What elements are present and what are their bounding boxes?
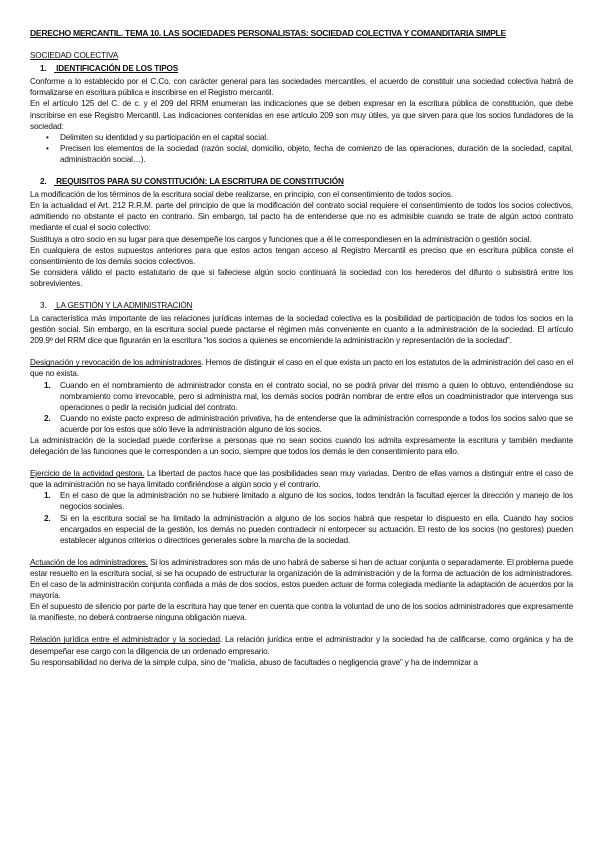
ejercicio-item-1-number: 1. xyxy=(44,491,51,501)
section-2-heading xyxy=(30,176,573,187)
designacion-list xyxy=(30,380,573,435)
relacion-paragraph xyxy=(30,634,573,656)
section-2-title: REQUISITOS PARA SU CONSTITUCIÓN: LA ESCRITURA DE CONSTITUCIÓN xyxy=(56,177,344,187)
section-2-number: 2. xyxy=(40,177,47,187)
actuacion-paragraph-2: En el supuesto de silencio por parte de la escritura hay que tener en cuenta que contra la voluntad de uno de los socios administradores que expresamente la manifieste, no deberá contraerse ninguna obligación nueva. xyxy=(30,602,573,623)
s2-paragraph-2: En la actualidad el Art. 212 R.R.M. parte del principio de que la modificación del contrato social requiere el consentimiento de todos los socios colectivos, admitiendo no obstante el pacto en contrario. Sin embargo, tal pacto ha de entenderse que no es admisible cuando se trate de algún actoo contrato mediante el cual el socio colectivo: xyxy=(30,201,573,233)
actuacion-paragraph xyxy=(30,557,573,601)
actuacion-label: Actuación de los administradores. xyxy=(30,557,148,567)
s2-paragraph-3: Sustituya a otro socio en su lugar para que desempeñe los cargos y funciones que a él le correspondiesen en la administración o gestión social. xyxy=(30,234,532,244)
ejercicio-item-2 xyxy=(44,513,573,546)
section-3-title: LA GESTIÓN Y LA ADMINISTRACIÓN xyxy=(56,300,193,310)
ejercicio-item-2-number: 2. xyxy=(44,513,51,523)
designacion-label: Designación y revocación de los administradores xyxy=(30,358,202,368)
designacion-item-1-text: Cuando en el nombramiento de administrador consta en el contrato social, no se podrá privar del mismo a quien lo obtuvo, entendiéndose su nombramiento como irrevocable, pero si administra mal, los demás socios podrán nombrar de entre ellos un coadministrador que intervenga sus operaciones o pedir la recisión judicial del contrato. xyxy=(60,380,573,412)
relacion-label: Relación jurídica entre el administrador y la sociedad xyxy=(30,635,220,645)
section-3-heading xyxy=(30,300,573,311)
ejercicio-list xyxy=(30,490,573,545)
s3-paragraph-1: La característica más importante de las relaciones jurídicas internas de la sociedad colectiva es la posibilidad de participación de todos los socios en la gestión social. Sin embargo, en la escritura social puede pactarse el régimen más conveniente en cuanto a la administración de la sociedad. El artículo 209.9º del RRM dice que figurarán en la escritura “los socios a quienes se encomiende la administración y representación de la sociedad”. xyxy=(30,314,573,346)
designacion-item-2-number: 2. xyxy=(44,413,51,423)
relacion-text: . La relación jurídica entre el administrador y la sociedad ha de calificarse, como orgánica y ha de desempeñar ese cargo con la diligencia de un ordenado empresario. xyxy=(30,635,574,656)
document-title: DERECHO MERCANTIL. TEMA 10. LAS SOCIEDADES PERSONALISTAS: SOCIEDAD COLECTIVA Y COMANDITARIA SIMPLE xyxy=(30,28,506,38)
section-subtitle: SOCIEDAD COLECTIVA xyxy=(30,51,119,61)
s1-bullet-list xyxy=(30,132,573,165)
designacion-item-2 xyxy=(44,413,573,435)
ejercicio-item-1-text: En el caso de que la administración no se hubiere limitado a alguno de los socios, todos tendrán la facultad ejercer la dirección y manejo de los negocios sociales. xyxy=(60,491,573,512)
designacion-item-2-text: Cuando no existe pacto expreso de administración privativa, ha de entenderse que la administración corresponde a todos los socios salvo que se acuerde por los estos que sólo lleve la administración alguno de los socios. xyxy=(60,413,573,434)
s1-paragraph-1: Conforme a lo establecido por el C.Co. con carácter general para las sociedades mercantiles, el acuerdo de constituir una sociedad colectiva habrá de formalizarse en escritura pública e inscribirse en el Registro mercantil. xyxy=(30,77,573,98)
section-1-number: 1. xyxy=(40,64,47,74)
ejercicio-item-1 xyxy=(44,490,573,512)
section-1-heading xyxy=(30,63,573,74)
ejercicio-paragraph xyxy=(30,468,573,490)
s1-paragraph-2: En el artículo 125 del C. de c. y el 209 del RRM enumeran las indicaciones que se deben expresar en la escritura pública de constitución, que debe inscribirse en ese Registro Mercantil. Las indicaciones contenidas en ese artículo 209 son muy útiles, ya que sirven para que los socios fundadores de la sociedad: xyxy=(30,99,573,131)
actuacion-text: Si los administradores son más de uno habrá de saberse si han de actuar conjunta o separadamente. El problema puede estar resuelto en la escritura social, si se ha ocupado de estructurar la organización de la administración y de la forma de actuación de los administradores. En el caso de la administración conjunta confiada a más de dos socios, estos pueden actuar de forma colegiada mediante la adaptación de acuerdos por la mayoría. xyxy=(30,557,573,601)
ejercicio-label: Ejercicio de la actividad gestora. xyxy=(30,469,145,479)
designacion-item-1-number: 1. xyxy=(44,380,51,390)
s2-paragraph-4: En cualquiera de estos supuestos anteriores para que estos actos tengan acceso al Registro Mercantil es preciso que en escritura pública conste el consentimiento de los demás socios colectivos. xyxy=(30,245,573,266)
s2-paragraph-1: La modificación de los términos de la escritura social debe realizarse, en principio, con el consentimiento de todos socios. xyxy=(30,190,453,200)
section-1-title: IDENTIFICACIÓN DE LOS TIPOS xyxy=(56,64,179,74)
document-page xyxy=(30,28,573,668)
designacion-after: La administración de la sociedad puede conferirse a personas que no sean socios cuando los admita expresamente la escritura y también mediante delegación de las funciones que le corresponden a un socio, siempre que todos los demás le den consentimiento para ello. xyxy=(30,436,573,457)
designacion-item-1 xyxy=(44,380,573,413)
s2-paragraph-5: Se considera válido el pacto estatutario de que si falleciese algún socio continuará la sociedad con los herederos del difunto o subsistirá entre los sobrevivientes. xyxy=(30,267,573,288)
s1-bullet-1: • Delimiten su identidad y su participación en el capital social. xyxy=(60,132,573,143)
section-3-number: 3. xyxy=(40,300,47,310)
designacion-paragraph xyxy=(30,357,573,379)
ejercicio-item-2-text: Si en la escritura social se ha limitado la administración a alguno de los socios habrá que respetar lo dispuesto en ella. Cuando hay socios encargados en especial de la gestión, los demás no pueden contradecir ni entorpecer su actuación. El resto de los socios (no gestores) pueden establecer algunos criterios o directrices generales sobre la marcha de la sociedad. xyxy=(60,513,573,545)
ejercicio-text: La libertad de pactos hace que las posibilidades sean muy variadas. Dentro de ellas vamos a distinguir entre el caso de que la administración no se haya limitado confiriéndose a algún socio y el contrario. xyxy=(30,469,573,490)
designacion-text: . Hemos de distinguir el caso en el que exista un pacto en los estatutos de la administración del caso en el que no exista. xyxy=(30,358,573,379)
relacion-paragraph-2: Su responsabilidad no deriva de la simple culpa, sino de “malicia, abuso de facultades o negligencia grave” y ha de indemnizar a xyxy=(30,657,478,667)
s1-bullet-2: • Precisen los elementos de la sociedad (razón social, domicilio, objeto, fecha de comienzo de las operaciones, duración de la sociedad, capital, administración social…). xyxy=(60,143,573,165)
